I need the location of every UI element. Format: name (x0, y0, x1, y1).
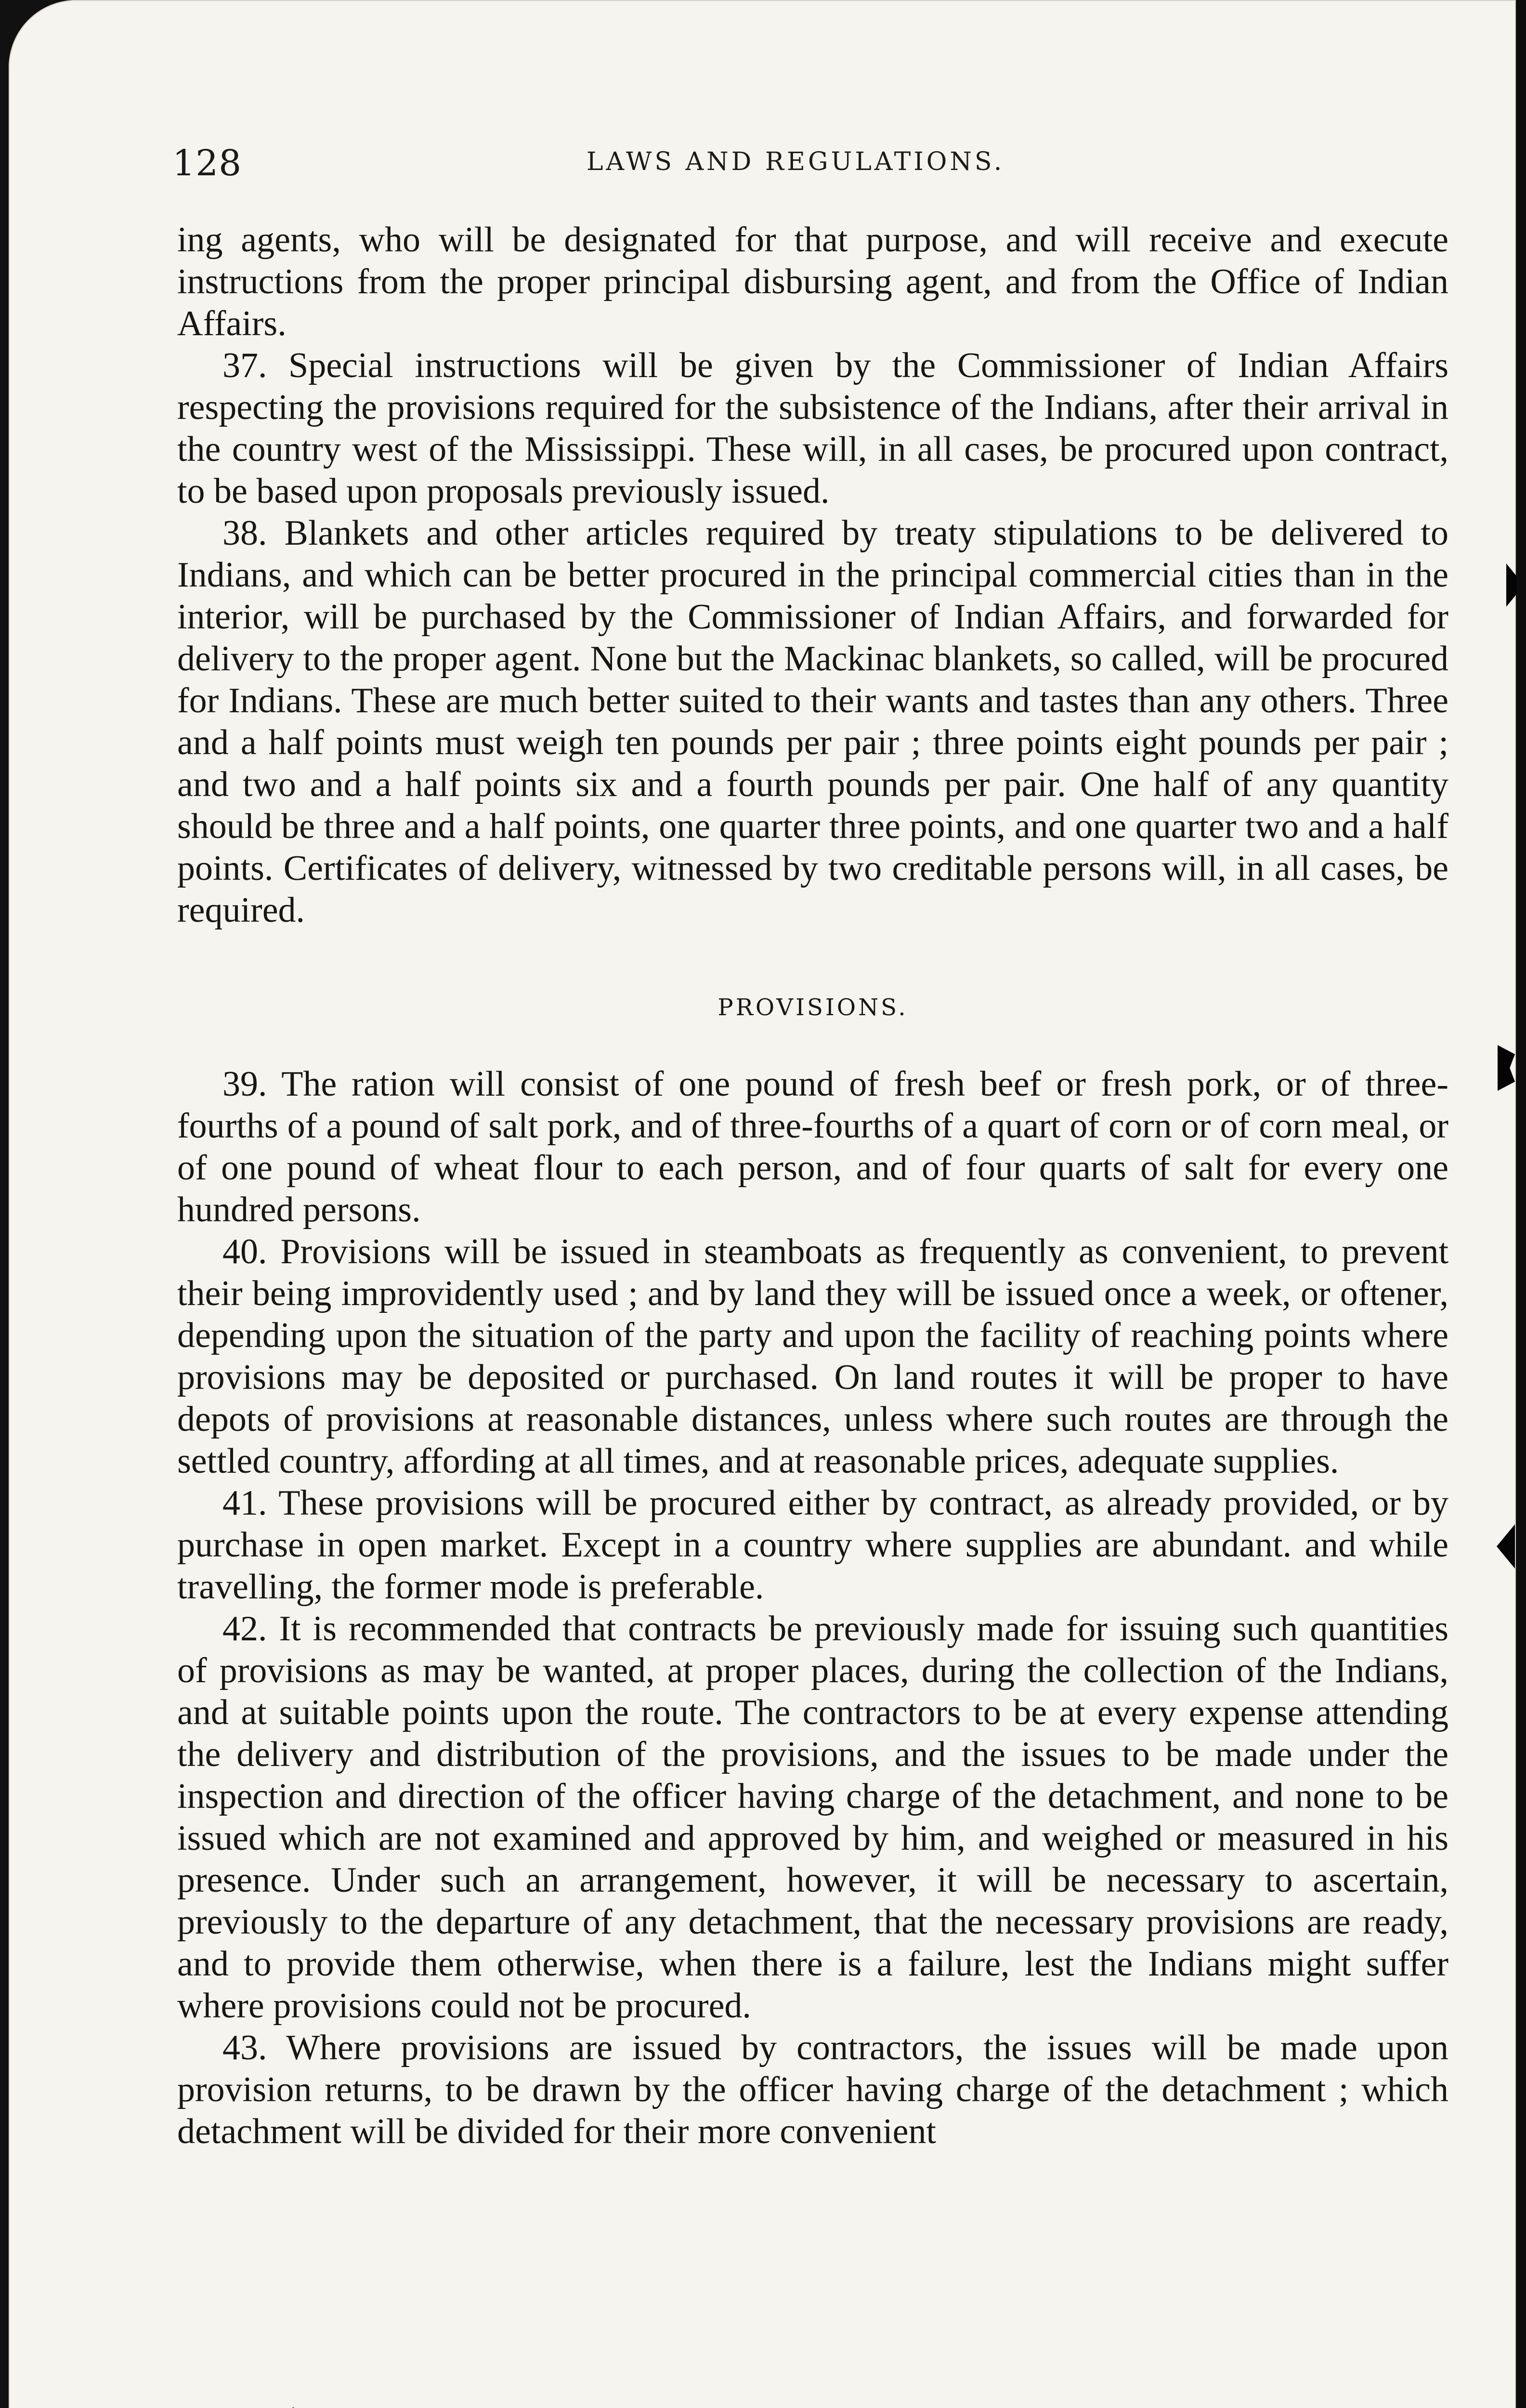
scanned-page (9, 0, 1516, 2408)
paragraph-40: 40. Provisions will be issued in steamboats as frequently as convenient, to prevent their being improvidently used ; and by land they will be issued once a week, or oftener, depending upon the situation of the party and upon the facility of reaching points where provisions may be deposited or purchased. On land routes it will be proper to have depots of provisions at reasonable distances, unless where such routes are through the settled country, affording at all times, and at reasonable prices, adequate supplies. (177, 1232, 1448, 1481)
ink-specks (288, 2403, 322, 2408)
paragraph-41: 41. These provisions will be procured either by contract, as already provided, or by purchase in open market. Except in a country where supplies are abundant. and while travelling, the former mode is preferable. (177, 1483, 1448, 1607)
page-number: 128 (172, 143, 242, 184)
paragraph-43: 43. Where provisions are issued by contractors, the issues will be made upon provision returns, to be drawn by the officer having charge of the detachment ; which detachment will be divided for their more convenient (177, 2028, 1448, 2151)
running-head: LAWS AND REGULATIONS. (587, 147, 1005, 176)
paragraph-37: 37. Special instructions will be given by the Commissioner of Indian Affairs respecting the provisions required for the subsistence of the Indians, after their arrival in the country west of the Mississippi. These will, in all cases, be procured upon contract, to be based upon proposals previously issued. (177, 346, 1448, 511)
scan-right-edge (1517, 0, 1526, 2408)
paragraph-39: 39. The ration will consist of one pound of fresh beef or fresh pork, or of three-fourths of a pound of salt pork, and of three-fourths of a quart of corn or of corn meal, or of one pound of wheat flour to each person, and of four quarts of salt for every one hundred persons. (177, 1064, 1448, 1230)
paragraph-continuation: ing agents, who will be designated for that purpose, and will receive and execute instructions from the proper principal disbursing agent, and from the Office of Indian Affairs. (177, 220, 1448, 343)
page-header (172, 143, 1473, 184)
section-heading-provisions: PROVISIONS. (717, 994, 908, 1021)
paragraph-38: 38. Blankets and other articles required by treaty stipulations to be delivered to Indians, and which can be better procured in the principal commercial cities than in the interior, will be purchased by the Commissioner of Indian Affairs, and forwarded for delivery to the proper agent. None but the Mackinac blankets, so called, will be procured for Indians. These are much better suited to their wants and tastes than any others. Three and a half points must weigh ten pounds per pair ; three points eight pounds per pair ; and two and a half points six and a fourth pounds per pair. One half of any quantity should be three and a half points, one quarter three points, and one quarter two and a half points. Certificates of delivery, witnessed by two creditable persons will, in all cases, be required. (177, 513, 1448, 930)
body-text (177, 219, 1448, 2372)
paragraph-42: 42. It is recommended that contracts be previously made for issuing such quantities of provisions as may be wanted, at proper places, during the collection of the Indians, and at suitable points upon the route. The contractors to be at every expense attending the delivery and distribution of the provisions, and the issues to be made under the inspection and direction of the officer having charge of the detachment, and none to be issued which are not examined and approved by him, and weighed or measured in his presence. Under such an arrangement, however, it will be necessary to ascertain, previously to the departure of any detachment, that the necessary provisions are ready, and to provide them otherwise, when there is a failure, lest the Indians might suffer where provisions could not be procured. (177, 1609, 1448, 2026)
